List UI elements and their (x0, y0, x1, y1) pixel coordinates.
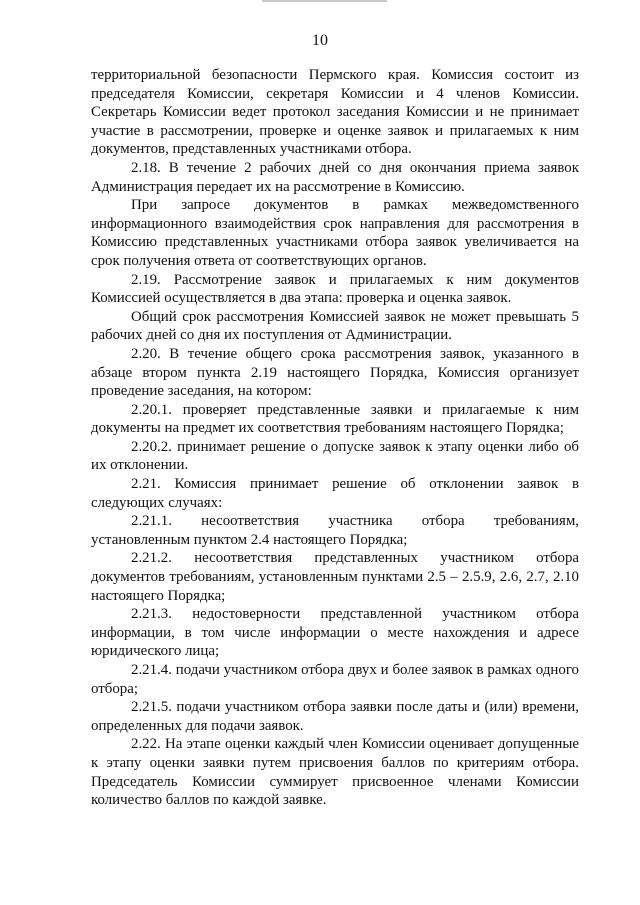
paragraph-2-20-1: 2.20.1. проверяет представленные заявки и прилагаемые к ним документы на предмет их соответствия требованиям настоящего Порядка; (91, 401, 579, 437)
paragraph-2-21-5: 2.21.5. подачи участником отбора заявки после даты и (или) времени, определенных для подачи заявок. (91, 699, 579, 734)
page-number: 10 (312, 32, 328, 49)
paragraph-2-19-term: Общий срок рассмотрения Комиссией заявок не может превышать 5 рабочих дней со дня их поступления от Администрации. (91, 308, 579, 344)
paragraph-2-18: 2.18. В течение 2 рабочих дней со дня окончания приема заявок Администрация передает их на рассмотрение в Комиссию. (91, 159, 579, 195)
paragraph-2-21-2: 2.21.2. несоответствия представленных участником отбора документов требованиям, установленным пунктами 2.5 – 2.5.9, 2.6, 2.7, 2.10 настоящего Порядка; (91, 550, 579, 604)
paragraph-2-22: 2.22. На этапе оценки каждый член Комиссии оценивает допущенные к этапу оценки заявки путем присвоения баллов по критериям отбора. Председатель Комиссии суммирует присвоенное членами Комиссии количество баллов по каждой заявке. (91, 736, 579, 809)
scan-edge-line (262, 0, 387, 2)
paragraph-2-21: 2.21. Комиссия принимает решение об отклонении заявок в следующих случаях: (91, 476, 579, 511)
paragraph-2-21-3: 2.21.3. недостоверности представленной участником отбора информации, в том числе информации о месте нахождения и адресе юридического лица; (91, 606, 579, 660)
paragraph-2-21-4: 2.21.4. подачи участником отбора двух и более заявок в рамках одного отбора; (91, 662, 579, 697)
paragraph-2-20: 2.20. В течение общего срока рассмотрения заявок, указанного в абзаце втором пункта 2.19 настоящего Порядка, Комиссия организует проведение заседания, на котором: (91, 345, 579, 400)
paragraph-2-20-2: 2.20.2. принимает решение о допуске заявок к этапу оценки либо об их отклонении. (91, 438, 579, 474)
document-body (91, 66, 579, 810)
paragraph-2-18-request: При запросе документов в рамках межведомственного информационного взаимодействия срок направления для рассмотрения в Комиссию представленных участниками отбора заявок увеличивается на срок получения ответа от соответствующих органов. (91, 197, 579, 269)
paragraph-2-21-1: 2.21.1. несоответствия участника отбора требованиям, установленным пунктом 2.4 настоящего Порядка; (91, 513, 579, 548)
paragraph-continuation: территориальной безопасности Пермского края. Комиссия состоит из председателя Комиссии, секретаря Комиссии и 4 членов Комиссии. Секретарь Комиссии ведет протокол заседания Комиссии и не принимает участие в рассмотрении, проверке и оценке заявок и прилагаемых к ним документов, представленных участниками отбора. (91, 67, 579, 158)
paragraph-2-19: 2.19. Рассмотрение заявок и прилагаемых к ним документов Комиссией осуществляется в два этапа: проверка и оценка заявок. (91, 271, 579, 307)
